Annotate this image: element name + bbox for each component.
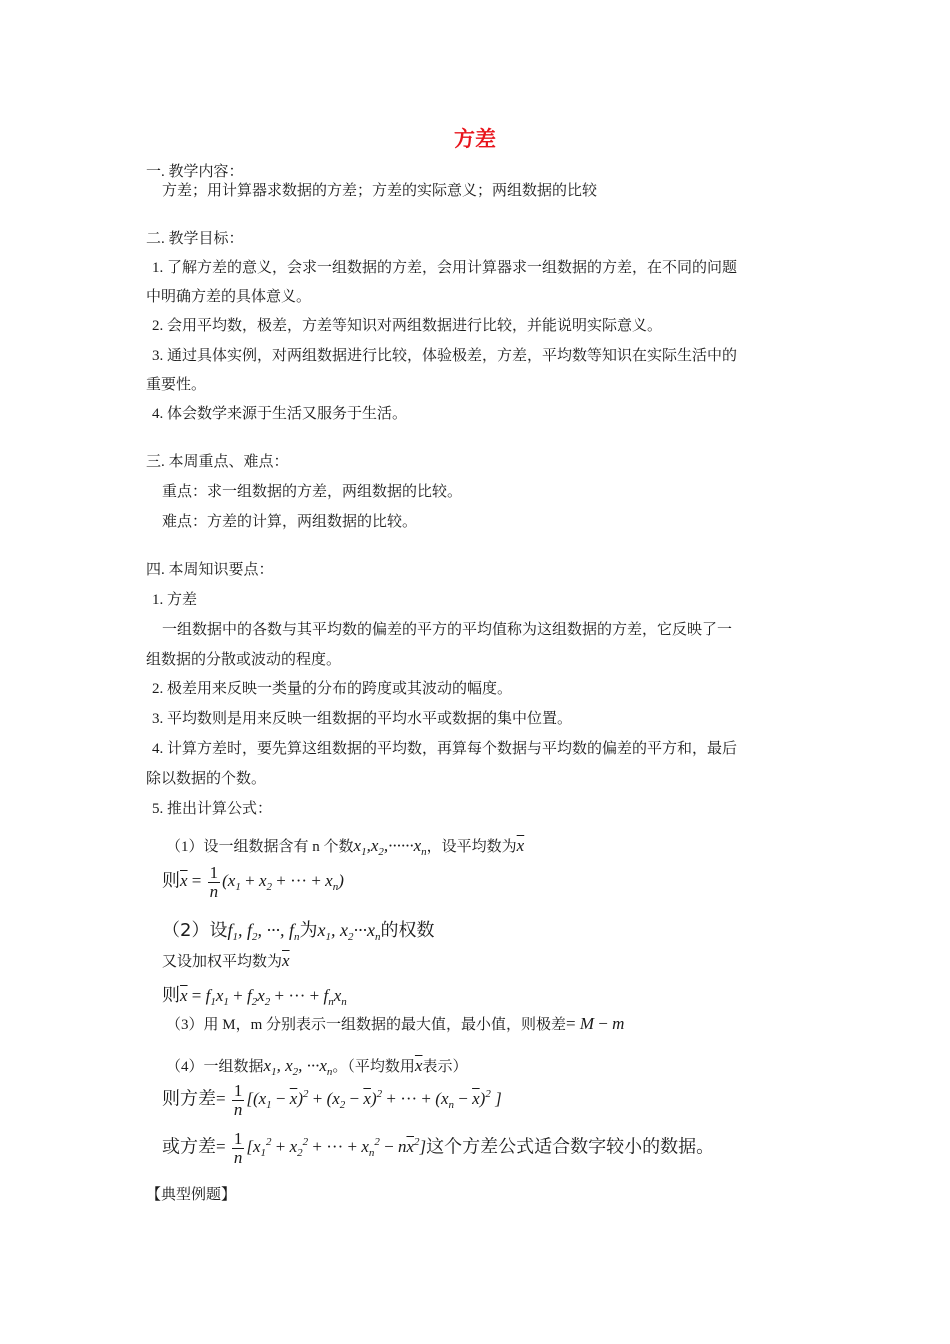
formula-4-variance-alt: 或方差= $\frac{1}{n}$ [$x_1^2 + x_2^2$ + ··· + $x_n^2 - n\overline{x}^2$]这个方差公式适合数字较小的数据。 [162, 1129, 715, 1167]
difficult-point: 难点：方差的计算，两组数据的比较。 [162, 514, 418, 530]
formula-2-weighted-mean: 则$\overline{x} = f_1x_1 + f_2x_2$ + ··· + $f_nx_n$ [162, 985, 347, 1008]
point-2: 2. 极差用来反映一类量的分布的跨度或其波动的幅度。 [152, 681, 513, 697]
point-4-line-2: 除以数据的个数。 [146, 771, 267, 787]
objective-3-line-1: 3. 通过具体实例，对两组数据进行比较，体验极差，方差，平均数等知识在实际生活中的 [152, 348, 738, 364]
formula-1-mean: 则$\overline{x}$ = $\frac{1}{n}$ ($x_1 + x_2$ + ··· + $x_n$) [162, 863, 344, 901]
formula-2-line-2: 又设加权平均数为$\overline{x}$ [162, 951, 290, 970]
formula-4-variance: 则方差= $\frac{1}{n}$ [$(x_1 - \overline{x})^2 + (x_2 - \overline{x})^2$ + ··· + $(x_n - \overline{x})^2$ ] [162, 1081, 502, 1119]
page-title: 方差 [454, 127, 496, 151]
section-3-heading: 三. 本周重点、难点： [146, 454, 289, 470]
section-1-content: 方差；用计算器求数据的方差；方差的实际意义；两组数据的比较 [162, 183, 598, 199]
point-3: 3. 平均数则是用来反映一组数据的平均水平或数据的集中位置。 [152, 711, 573, 727]
objective-1-line-2: 中明确方差的具体意义。 [146, 289, 312, 305]
point-1-text-line-2: 组数据的分散或波动的程度。 [146, 652, 342, 668]
point-5: 5. 推出计算公式： [152, 801, 273, 817]
objective-3-line-2: 重要性。 [146, 377, 207, 393]
key-point: 重点：求一组数据的方差，两组数据的比较。 [162, 484, 463, 500]
objective-1-line-1: 1. 了解方差的意义，会求一组数据的方差，会用计算器求一组数据的方差，在不同的问题 [152, 260, 738, 276]
point-1-text-line-1: 一组数据中的各数与其平均数的偏差的平方的平均值称为这组数据的方差，它反映了一 [162, 622, 733, 638]
section-2-heading: 二. 教学目标： [146, 231, 244, 247]
formula-4-statement: （4）一组数据$x_1$, $x_2$, $\cdot\cdot\cdot x_n$。（平均数用$\overline{x}$表示） [166, 1056, 468, 1078]
typical-examples-heading: 【典型例题】 [146, 1187, 237, 1203]
formula-3-range: （3）用 M，m 分别表示一组数据的最大值，最小值，则极差= M − m [166, 1014, 625, 1033]
formula-1-statement: （1）设一组数据含有 n 个数$x_1,x_2,\cdot\cdot\cdot\cdot\cdot\cdot x_n$，设平均数为$\overline{x}$ [166, 836, 525, 858]
objective-2: 2. 会用平均数，极差，方差等知识对两组数据进行比较，并能说明实际意义。 [152, 318, 663, 334]
section-4-heading: 四. 本周知识要点： [146, 562, 274, 578]
point-1-title: 1. 方差 [152, 592, 198, 608]
formula-2-statement: （2）设$f_1$, $f_2$, ···, $f_n$为$x_1$, $x_2\cdot\cdot\cdot x_n$的权数 [162, 920, 435, 943]
objective-4: 4. 体会数学来源于生活又服务于生活。 [152, 406, 408, 422]
section-1-heading: 一. 教学内容： [146, 164, 244, 180]
point-4-line-1: 4. 计算方差时，要先算这组数据的平均数，再算每个数据与平均数的偏差的平方和，最后 [152, 741, 738, 757]
